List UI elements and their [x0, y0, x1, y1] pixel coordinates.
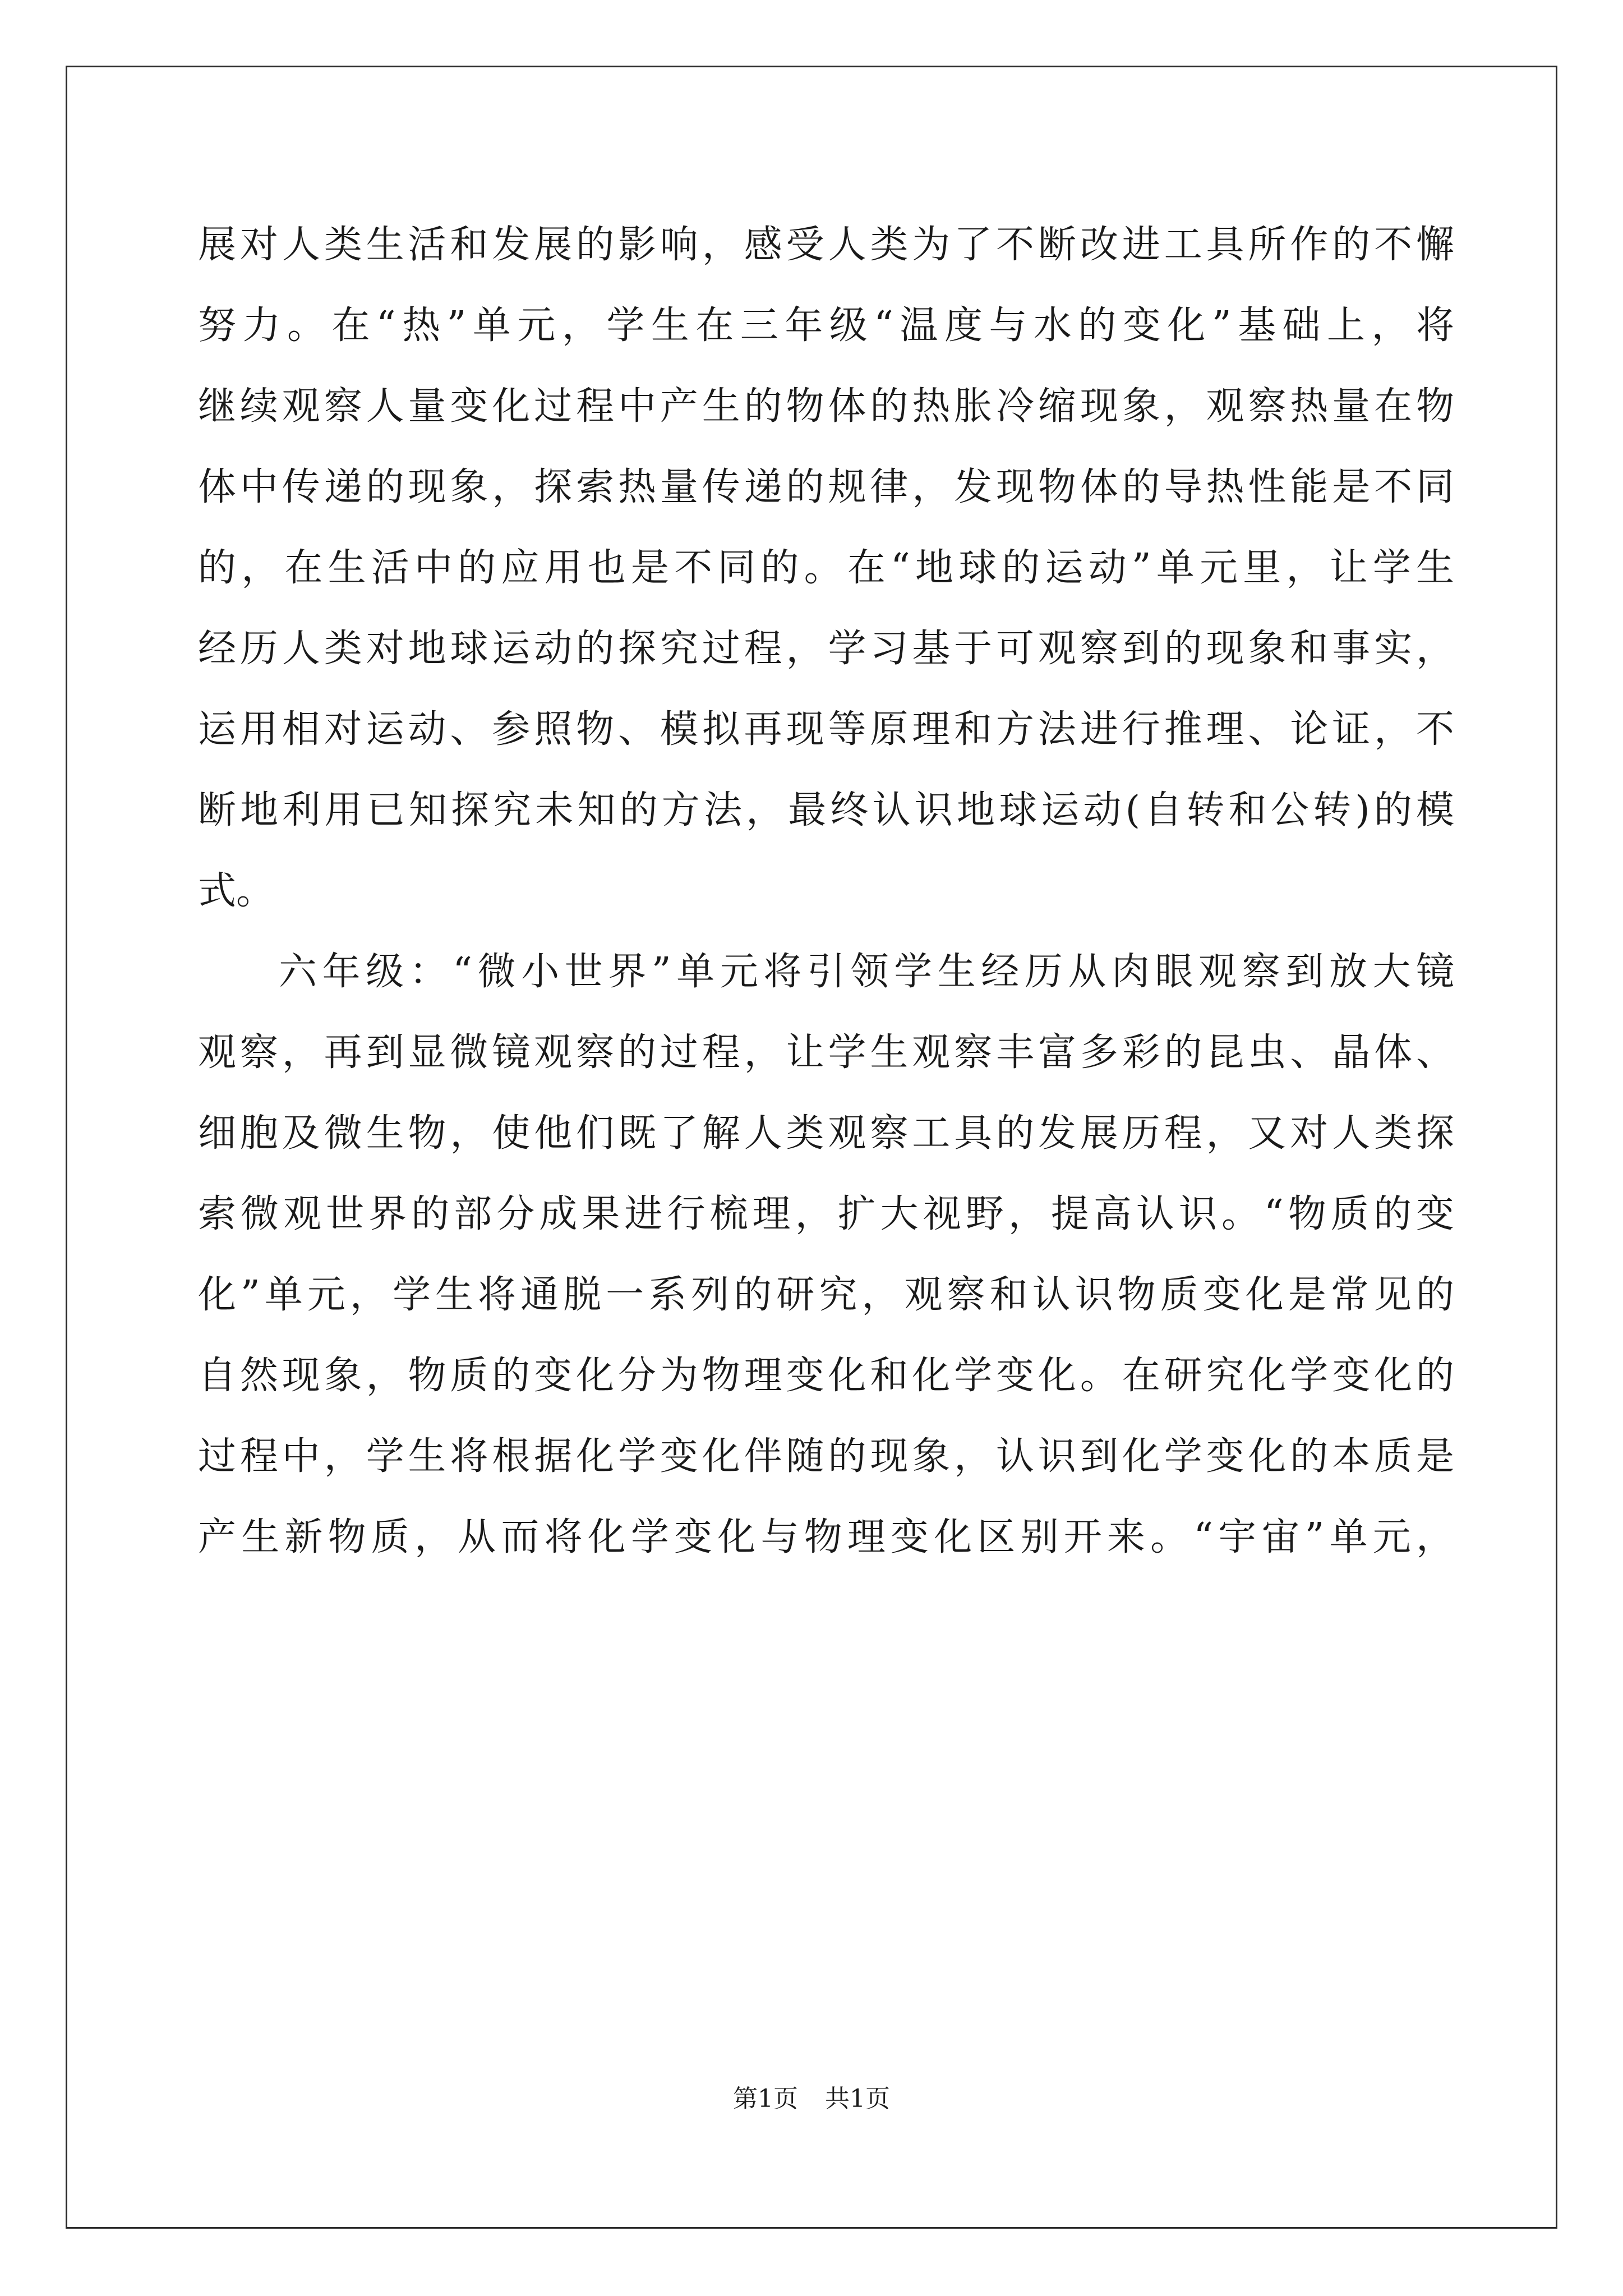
text-line: 化”单元，学生将通脱一系列的研究，观察和认识物质变化是常见的 — [198, 1273, 1454, 1317]
text-line: 过程中，学生将根据化学变化伴随的现象，认识到化学变化的本质是 — [198, 1434, 1454, 1479]
page-total: 共1页 — [825, 2085, 890, 2113]
text-line: 产生新物质，从而将化学变化与物理变化区别开来。“宇宙”单元， — [198, 1515, 1454, 1559]
page-footer — [0, 2082, 1623, 2116]
paragraph-start-line: 六年级：“微小世界”单元将引领学生经历从肉眼观察到放大镜 — [279, 950, 1454, 994]
text-line: 继续观察人量变化过程中产生的物体的热胀冷缩现象，观察热量在物 — [198, 384, 1454, 429]
text-line: 断地利用已知探究未知的方法，最终认识地球运动(自转和公转)的模 — [198, 788, 1454, 832]
text-line: 展对人类生活和发展的影响，感受人类为了不断改进工具所作的不懈 — [198, 223, 1454, 267]
text-line: 式。 — [198, 869, 275, 913]
text-line: 观察，再到显微镜观察的过程，让学生观察丰富多彩的昆虫、晶体、 — [198, 1030, 1454, 1075]
body-text — [198, 205, 1454, 1578]
text-line: 的，在生活中的应用也是不同的。在“地球的运动”单元里，让学生 — [198, 546, 1454, 590]
text-line: 经历人类对地球运动的探究过程，学习基于可观察到的现象和事实， — [198, 627, 1454, 671]
text-line: 运用相对运动、参照物、模拟再现等原理和方法进行推理、论证，不 — [198, 707, 1454, 752]
text-line: 索微观世界的部分成果进行梳理，扩大视野，提高认识。“物质的变 — [198, 1192, 1454, 1236]
text-line: 自然现象，物质的变化分为物理变化和化学变化。在研究化学变化的 — [198, 1354, 1454, 1398]
text-line: 细胞及微生物，使他们既了解人类观察工具的发展历程，又对人类探 — [198, 1111, 1454, 1156]
text-line: 体中传递的现象，探索热量传递的规律，发现物体的导热性能是不同 — [198, 465, 1454, 509]
page-number: 第1页 — [733, 2085, 798, 2113]
text-line: 努力。在“热”单元，学生在三年级“温度与水的变化”基础上，将 — [198, 303, 1454, 348]
